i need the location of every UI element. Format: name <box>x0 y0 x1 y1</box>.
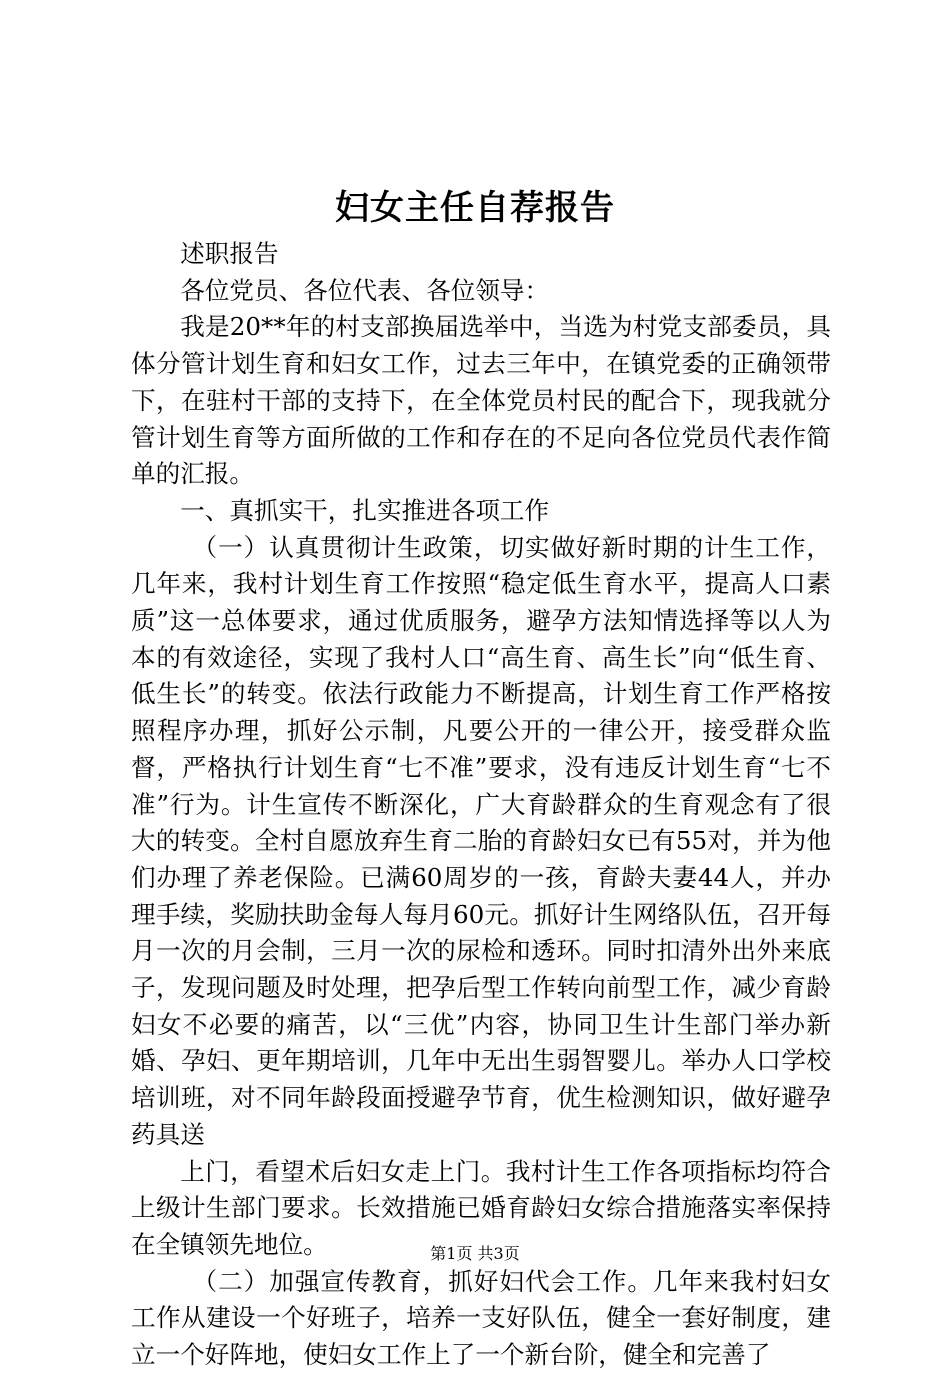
paragraph-intro: 我是20**年的村支部换届选举中，当选为村党支部委员，具体分管计划生育和妇女工作，过去三年中，在镇党委的正确领带下，在驻村干部的支持下，在全体党员村民的配合下，现我就分管计划生育等方面所做的工作和存在的不足向各位党员代表作简单的汇报。 <box>131 312 831 489</box>
paragraph-report-label: 述职报告 <box>180 239 279 268</box>
page-footer: 第1页 共3页 <box>430 1244 520 1263</box>
paragraph-womens-work: （二）加强宣传教育，抓好妇代会工作。几年来我村妇女工作从建设一个好班子，培养一支好队伍，健全一套好制度，建立一个好阵地，使妇女工作上了一个新台阶，健全和完善了 <box>131 1266 831 1370</box>
paragraph-continuation: 上门，看望术后妇女走上门。我村计生工作各项指标均符合上级计生部门要求。长效措施已婚育龄妇女综合措施落实率保持在全镇领先地位。 <box>131 1156 831 1259</box>
section-heading-1: 一、真抓实干，扎实推进各项工作 <box>180 495 550 525</box>
paragraph-family-planning: （一）认真贯彻计生政策，切实做好新时期的计生工作，几年来，我村计划生育工作按照“稳定低生育水平，提高人口素质”这一总体要求，通过优质服务，避孕方法知情选择等以人为本的有效途径，实现了我村人口“高生育、高生长”向“低生育、低生长”的转变。依法行政能力不断提高，计划生育工作严格按照程序办理，抓好公示制，凡要公开的一律公开，接受群众监督，严格执行计划生育“七不准”要求，没有违反计划生育“七不准”行为。计生宣传不断深化，广大育龄群众的生育观念有了很大的转变。全村自愿放弃生育二胎的育龄妇女已有55对，并为他们办理了养老保险。已满60周岁的一孩，育龄夫妻44人，并办理手续，奖励扶助金每人每月60元。抓好计生网络队伍，召开每月一次的月会制，三月一次的尿检和透环。同时扣清外出外来底子，发现问题及时处理，把孕后型工作转向前型工作，减少育龄妇女不必要的痛苦，以“三优”内容，协同卫生计生部门举办新婚、孕妇、更年期培训，几年中无出生弱智婴儿。举办人口学校培训班，对不同年龄段面授避孕节育，优生检测知识，做好避孕药具送 <box>131 532 831 1149</box>
paragraph-salutation: 各位党员、各位代表、各位领导： <box>180 275 550 305</box>
page-title: 妇女主任自荐报告 <box>335 188 615 228</box>
document-body <box>131 236 831 1374</box>
